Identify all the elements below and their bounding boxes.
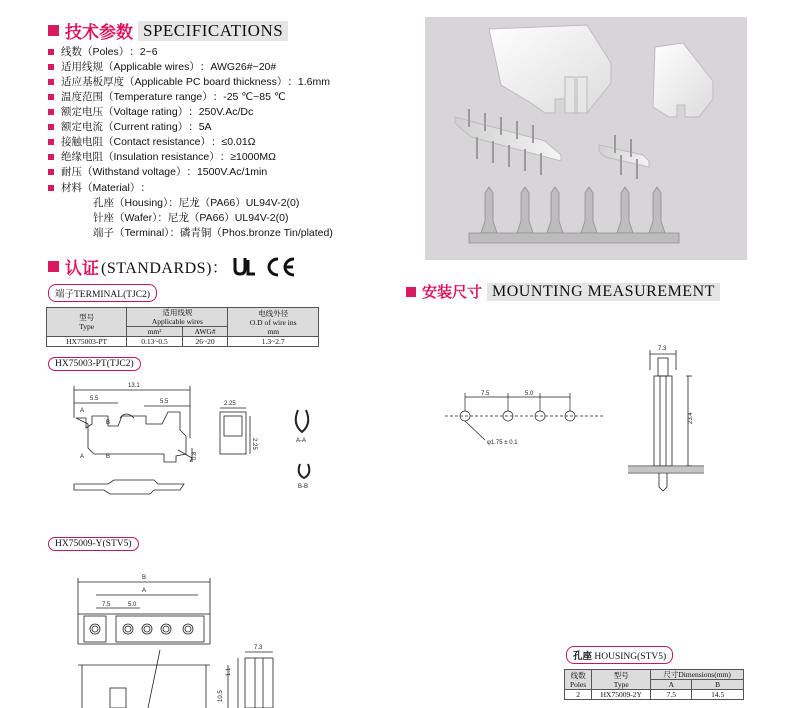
spec-bullet-icon	[48, 109, 54, 115]
housing-tag-en: HOUSING(STV5)	[594, 652, 667, 662]
ce-mark-icon	[264, 256, 298, 278]
mounting-heading	[406, 281, 720, 302]
ul-logo-icon	[232, 256, 258, 278]
svg-text:A: A	[80, 408, 85, 414]
svg-text:5.5: 5.5	[160, 399, 169, 405]
svg-text:13.1: 13.1	[128, 383, 140, 389]
standards-title-cn: 认证	[65, 259, 99, 278]
mounting-title-en: MOUNTING MEASUREMENT	[487, 283, 720, 301]
heading-bullet-icon	[406, 287, 416, 297]
heading-bullet-icon	[48, 25, 59, 36]
svg-text:5.0: 5.0	[128, 602, 137, 608]
mounting-title-cn: 安装尺寸	[422, 284, 483, 301]
col-b: B	[692, 680, 744, 690]
product-photo	[425, 17, 747, 260]
col-a: A	[651, 680, 692, 690]
spec-item: 适用线规（Applicable wires） ：AWG26#~20#	[48, 59, 276, 74]
svg-text:5.0: 5.0	[525, 391, 534, 397]
material-item: 孔座（Housing）：尼龙（PA66）UL94V-2(0)	[93, 197, 300, 209]
terminal-table	[46, 307, 319, 347]
spec-item: 额定电压（Voltage rating） ：250V.Ac/Dc	[48, 104, 253, 119]
table-row: HX75003-PT 0.13~0.5 26~20 1.3~2.7	[47, 337, 319, 347]
svg-text:7.5: 7.5	[102, 602, 111, 608]
standards-heading	[48, 254, 298, 279]
spec-item: 适应基板厚度（Applicable PC board thickness） ：1.6mm	[48, 74, 330, 89]
col-od: 电线外径 O.D of wire ins mm	[228, 308, 319, 337]
col-mm2: mm²	[127, 327, 182, 337]
pt-tag: HX75003-PT(TJC2)	[48, 357, 141, 371]
svg-text:φ1.75 ± 0.1: φ1.75 ± 0.1	[487, 440, 518, 446]
spec-item: 耐压（Withstand voltage） ：1500V.Ac/1min	[48, 164, 267, 179]
svg-text:7.3: 7.3	[254, 645, 263, 651]
terminal-drawing	[60, 378, 340, 513]
col-type: 型号 Type	[47, 308, 127, 337]
spec-item: 额定电流（Current rating） ：5A	[48, 119, 212, 134]
svg-text:23.4: 23.4	[688, 412, 694, 424]
specifications-heading	[48, 18, 288, 43]
svg-text:0.8: 0.8	[192, 451, 198, 460]
svg-text:A-A: A-A	[296, 438, 307, 444]
svg-text:A: A	[80, 454, 85, 460]
svg-text:B: B	[106, 420, 111, 426]
connector-photo-illustration	[425, 17, 747, 260]
svg-text:A: A	[142, 588, 147, 594]
col-poles: 线数 Poles	[565, 670, 592, 690]
svg-text:1.1: 1.1	[226, 667, 232, 676]
pcb-layout-drawing	[445, 385, 615, 455]
svg-text:B: B	[106, 454, 111, 460]
pin-side-drawing	[620, 340, 730, 500]
col-wires: 适用线规 Applicable wires	[127, 308, 228, 327]
spec-bullet-icon	[48, 124, 54, 130]
standards-title-en: (STANDARDS)：	[101, 260, 229, 277]
svg-text:5.5: 5.5	[90, 396, 99, 402]
col-awg: AWG#	[182, 327, 228, 337]
col-dimensions: 尺寸Dimensions(mm)	[651, 670, 744, 680]
spec-item: 接触电阻（Contact resistance） ：≤0.01Ω	[48, 134, 256, 149]
specs-title-cn: 技术参数	[65, 23, 133, 42]
svg-text:7.5: 7.5	[481, 391, 490, 397]
material-item: 端子（Terminal）：磷青铜（Phos.bronze Tin/plated)	[93, 227, 333, 239]
housing-drawing	[70, 570, 300, 708]
svg-text:2.25: 2.25	[251, 438, 257, 450]
col-type: 型号 Type	[592, 670, 651, 690]
spec-bullet-icon	[48, 79, 54, 85]
housing-table	[564, 669, 744, 700]
material-item: 针座（Wafer）：尼龙（PA66）UL94V-2(0)	[93, 212, 289, 224]
svg-text:B-B: B-B	[298, 484, 309, 490]
housing-tag	[566, 646, 673, 664]
svg-text:10.5: 10.5	[218, 690, 224, 702]
terminal-tag: 端子TERMINAL(TJC2)	[48, 284, 157, 302]
spec-bullet-icon	[48, 169, 54, 175]
spec-bullet-icon	[48, 154, 54, 160]
housing-tag-cn: 孔座	[573, 652, 593, 662]
spec-item: 绝缘电阻（Insulation resistance） ：≥1000MΩ	[48, 149, 276, 164]
svg-text:2.25: 2.25	[224, 401, 236, 407]
spec-bullet-icon	[48, 49, 54, 55]
svg-text:B: B	[142, 575, 147, 581]
y-tag: HX75009-Y(STV5)	[48, 537, 139, 551]
specs-title-en: SPECIFICATIONS	[138, 21, 288, 41]
spec-bullet-icon	[48, 185, 54, 191]
pcb-board	[628, 466, 704, 473]
spec-bullet-icon	[48, 94, 54, 100]
spec-item: 线数（Poles） ：2~6	[48, 44, 158, 59]
svg-text:7.3: 7.3	[658, 346, 667, 352]
spec-item: 材料（Material） ：	[48, 180, 151, 195]
spec-bullet-icon	[48, 139, 54, 145]
spec-item: 温度范围（Temperature range） ：-25 ℃~85 ℃	[48, 89, 286, 104]
spec-bullet-icon	[48, 64, 54, 70]
table-row: 2 HX75009-2Y 7.5 14.5	[565, 690, 744, 700]
heading-bullet-icon	[48, 261, 59, 272]
